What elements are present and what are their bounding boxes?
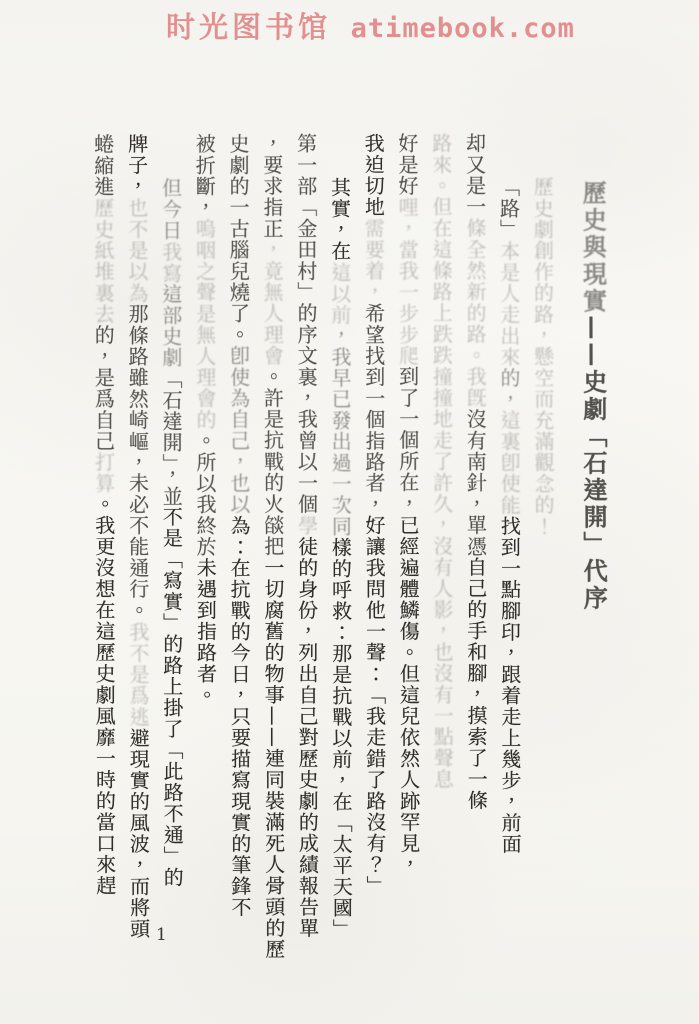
text-segment: 未必不能通行。 [125,472,150,622]
text-segment: ，要求指正 [259,133,284,240]
text-segment: 被折斷， [191,133,217,219]
text-segment: 的， [496,367,521,410]
text-segment: 。許是抗戰的火燄把 [260,366,285,558]
text-segment: 路來。但在這條路上跌跌撞撞地走了許久，沒有人影，也沒有一點聲息 [428,132,455,790]
text-segment: 找到一點腳印，跟着走上幾步，前面 [497,515,523,856]
text-segment: 歷史與現實 [578,180,607,316]
text-segment: 。所以我終於 [192,430,218,558]
text-segment: 那條路雖然崎嶇， [124,303,150,473]
text-segment: 嗚咽之聲是無人理會的 [192,218,217,431]
text-segment: 沒有南針，單憑 [463,408,488,557]
text-segment: 好讓我問他一聲：「我走錯了路沒有？」 [361,514,387,897]
text-segment: 打算 [91,451,116,495]
text-column [321,133,357,941]
text-segment: 却又是一 [462,132,487,218]
text-segment: 「石達開」，並 [158,368,184,507]
text-segment: 歷史劇創作的路，懸空而充滿觀念的！ [530,176,556,537]
text-segment: 「路」 [496,176,521,241]
vertical-text-block [85,132,612,961]
text-column [152,133,188,933]
text-segment: 未遇到指路者。 [193,557,218,706]
site-url: atimebook.com [350,13,575,44]
text-segment: 到了一個所在， [395,366,420,515]
text-column [254,133,290,961]
text-segment: 希望找到一個指路者， [361,302,386,515]
text-segment: 卽使為自己，也以 [226,345,251,515]
text-segment: 徒的身份，列出自己對歷史劇的成績報告單 [294,535,320,939]
text-segment: 哩，當我一步步爬 [394,196,420,367]
text-segment: 為：在抗戰的今日，只要描寫現實的筆鋒不 [226,514,252,918]
text-segment: 條全然新的路。我旣 [462,217,488,409]
text-segment: 這部史劇 [158,283,183,369]
text-segment: 第一部「金田村」的序文裏，我曾以一個 [293,133,319,515]
text-segment: 我迫切地 [360,132,386,218]
text-segment: 本是人走出來 [496,240,521,368]
text-segment: 自己的手和腳，摸索了一條 [463,556,489,812]
text-segment: 歷史紙堆裏去 [90,197,116,325]
text-segment: 不是「寫實」的路上掛了「此路不通」的 [159,506,185,889]
library-name: 时光图书馆 [166,10,332,44]
text-segment: 樣的呼救：那是抗戰以前，在「太平天國」 [328,537,354,941]
title-column [573,132,612,932]
text-column [457,133,493,933]
text-segment: 已經遍體鱗傷。但這兒依然人跡罕見， [395,514,421,875]
text-segment: 其實，在 [327,176,352,262]
text-segment: 學 [294,514,319,536]
text-column [423,133,459,933]
text-segment: ——史劇「石達開」代序 [578,315,608,613]
text-segment: 需要着， [361,217,386,303]
text-column [119,133,155,940]
text-segment: ，我早已發出過一次同 [327,325,353,538]
text-segment: 避現實的風波，而將頭 [125,727,151,940]
text-segment: 。我更沒想在這歷史劇風靡一時的當口來趕 [91,494,117,897]
text-column [355,133,391,933]
text-segment: 我寫 [158,241,183,284]
text-segment: 史劇的一古腦兒燒了。 [225,133,251,346]
text-segment: 蜷縮進 [90,133,115,198]
text-segment: 也不是以為 [124,197,149,304]
text-column [288,133,324,939]
text-column [524,132,560,932]
page-number: 1 [156,925,167,945]
text-column [186,133,222,933]
text-segment: 我不是爲逃 [125,621,150,728]
text-segment: 的，是爲自己 [91,324,116,452]
text-segment: 牌子， [124,133,149,198]
text-column [389,133,425,933]
watermark [166,5,575,46]
text-segment: 好是好 [394,132,419,197]
text-segment: 這以前 [327,261,352,326]
text-segment: 一切腐舊的物事——連同裝滿死人骨頭的歷 [260,557,286,961]
text-column [85,134,121,934]
text-column [220,133,256,933]
text-segment: 這裏卽使能 [496,409,522,516]
text-segment: ，竟無人理會 [259,239,285,367]
text-column [490,133,526,933]
text-segment: 但今日 [158,177,183,242]
